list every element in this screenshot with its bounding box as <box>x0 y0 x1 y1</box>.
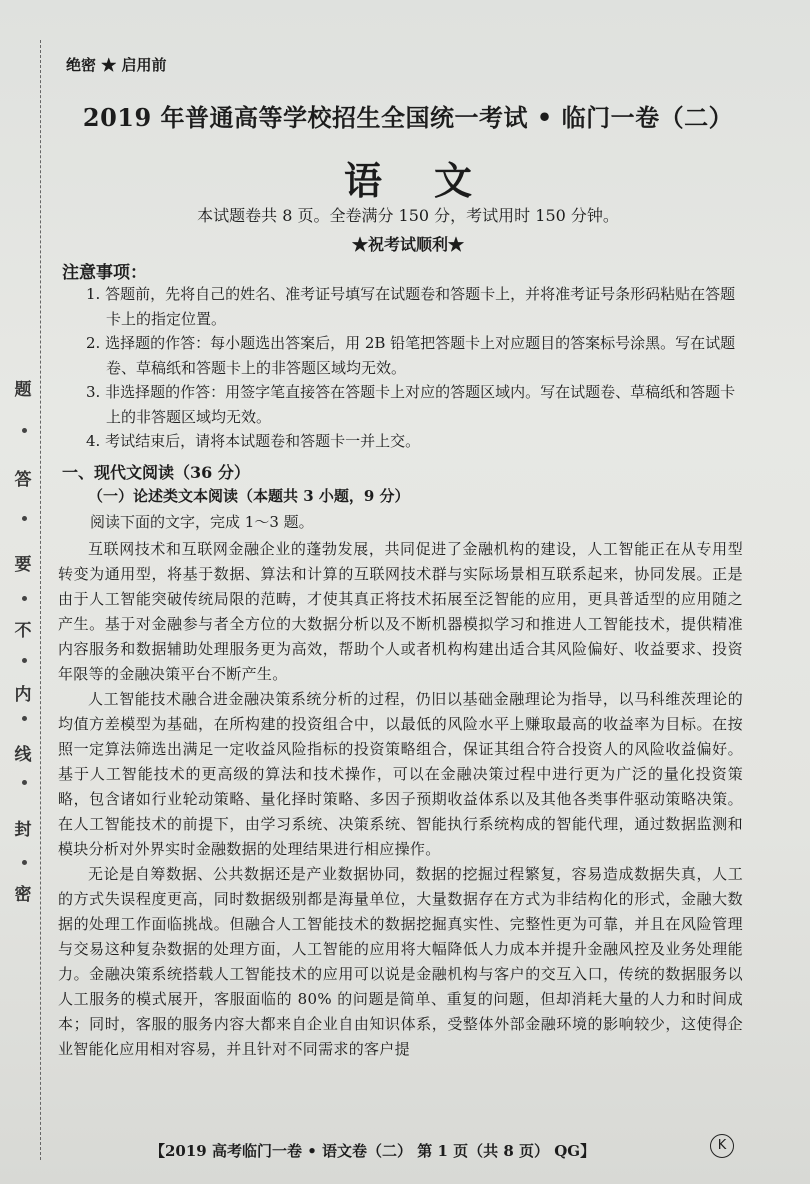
note-item: 3. 非选择题的作答：用签字笔直接答在答题卡上对应的答题区域内。写在试题卷、草稿纸和答题卡上的非答题区域均无效。 <box>86 383 736 426</box>
good-luck-line: ★祝考试顺利★ <box>351 235 464 254</box>
seal-dot <box>22 860 27 865</box>
note-item: 1. 答题前，先将自己的姓名、准考证号填写在试题卷和答题卡上，并将准考证号条形码粘贴在答题卡上的指定位置。 <box>86 285 736 328</box>
seal-char: 答 <box>14 470 32 490</box>
seal-dot <box>22 780 27 785</box>
reading-passage <box>58 537 743 1062</box>
section-title: 一、现代文阅读（36 分） <box>62 463 250 482</box>
passage-paragraph: 人工智能技术融合进金融决策系统分析的过程，仍旧以基础金融理论为指导，以马科维茨理论的均值方差模型为基础，在所构建的投资组合中，以最低的风险水平上赚取最高的收益率为目标。在按照一定算法筛选出满足一定收益风险指标的投资策略组合，保证其组合符合投资人的风险收益偏好。基于人工智能技术的更高级的算法和技术操作，可以在金融决策过程中进行更为广泛的量化投资策略，包含诸如行业轮动策略、量化择时策略、多因子预期收益体系以及其他各类事件驱动策略决策。在人工智能技术的前提下，由学习系统、决策系统、智能执行系统构成的智能代理，通过数据监测和模块分析对外界实时金融数据的处理结果进行相应操作。 <box>58 690 743 858</box>
note-item: 2. 选择题的作答：每小题选出答案后，用 2B 铅笔把答题卡上对应题目的答案标号涂黑。写在试题卷、草稿纸和答题卡上的非答题区域均无效。 <box>86 334 736 377</box>
seal-dot <box>22 658 27 663</box>
seal-dot <box>22 596 27 601</box>
passage-paragraph: 无论是自筹数据、公共数据还是产业数据协同，数据的挖掘过程繁复，容易造成数据失真，人工的方式失误程度更高，同时数据级别都是海量单位，大量数据存在方式为非结构化的形式，金融大数据的处理工作面临挑战。但融合人工智能技术的数据挖掘真实性、完整性更为可靠，并且在风险管理与交易这种复杂数据的处理方面，人工智能的应用将大幅降低人力成本并提升金融风控及业务处理能力。金融决策系统搭载人工智能技术的应用可以说是金融机构与客户的交互入口，传统的数据服务以人工服务的模式展开，客服面临的 80% 的问题是简单、重复的问题，但却消耗大量的人力和时间成本；同时，客服的服务内容大都来自企业自由知识体系，受整体外部金融环境的影响较少，这使得企业智能化应用相对容易，并且针对不同需求的客户提 <box>58 865 743 1058</box>
exam-title: 2019 年普通高等学校招生全国统一考试 • 临门一卷（二） <box>82 103 734 132</box>
subject-title: 语文 <box>343 158 524 203</box>
passage-paragraph: 互联网技术和互联网金融企业的蓬勃发展，共同促进了金融机构的建设，人工智能正在从专用型转变为通用型，将基于数据、算法和计算的互联网技术群与实际场景相互联系起来，协同发展。正是由于人工智能突破传统局限的范畴，才使其真正将技术拓展至泛智能的应用，更具普适型的应用随之产生。基于对金融参与者全方位的大数据分析以及不断机器模拟学习和推进人工智能技术，提供精准内容服务和数据辅助处理服务更为高效，帮助个人或者机构构建出适合其风险偏好、收益要求、投资年限等的金融决策平台不断产生。 <box>58 540 743 683</box>
subsection-title: （一）论述类文本阅读（本题共 3 小题，9 分） <box>88 487 410 505</box>
seal-char: 线 <box>14 745 32 765</box>
seal-char: 内 <box>14 685 32 705</box>
seal-char: 密 <box>14 885 32 905</box>
seal-line-strip <box>6 40 41 1160</box>
seal-char: 封 <box>14 820 32 840</box>
circled-k-mark: K <box>710 1134 734 1158</box>
seal-char: 要 <box>14 555 32 575</box>
reading-instruction: 阅读下面的文字，完成 1～3 题。 <box>90 513 314 531</box>
notes-heading: 注意事项： <box>62 263 147 283</box>
page-footer: 【2019 高考临门一卷 • 语文卷（二） 第 1 页（共 8 页） QG】 <box>150 1142 596 1160</box>
seal-dot <box>22 428 27 433</box>
confidential-label: 绝密 ★ 启用前 <box>66 56 167 74</box>
seal-char: 不 <box>14 621 32 641</box>
notes-list <box>86 282 746 454</box>
seal-char: 题 <box>14 380 32 400</box>
note-item: 4. 考试结束后，请将本试题卷和答题卡一并上交。 <box>86 432 421 450</box>
exam-info: 本试题卷共 8 页。全卷满分 150 分，考试用时 150 分钟。 <box>197 206 619 225</box>
seal-dot <box>22 516 27 521</box>
seal-dot <box>22 716 27 721</box>
